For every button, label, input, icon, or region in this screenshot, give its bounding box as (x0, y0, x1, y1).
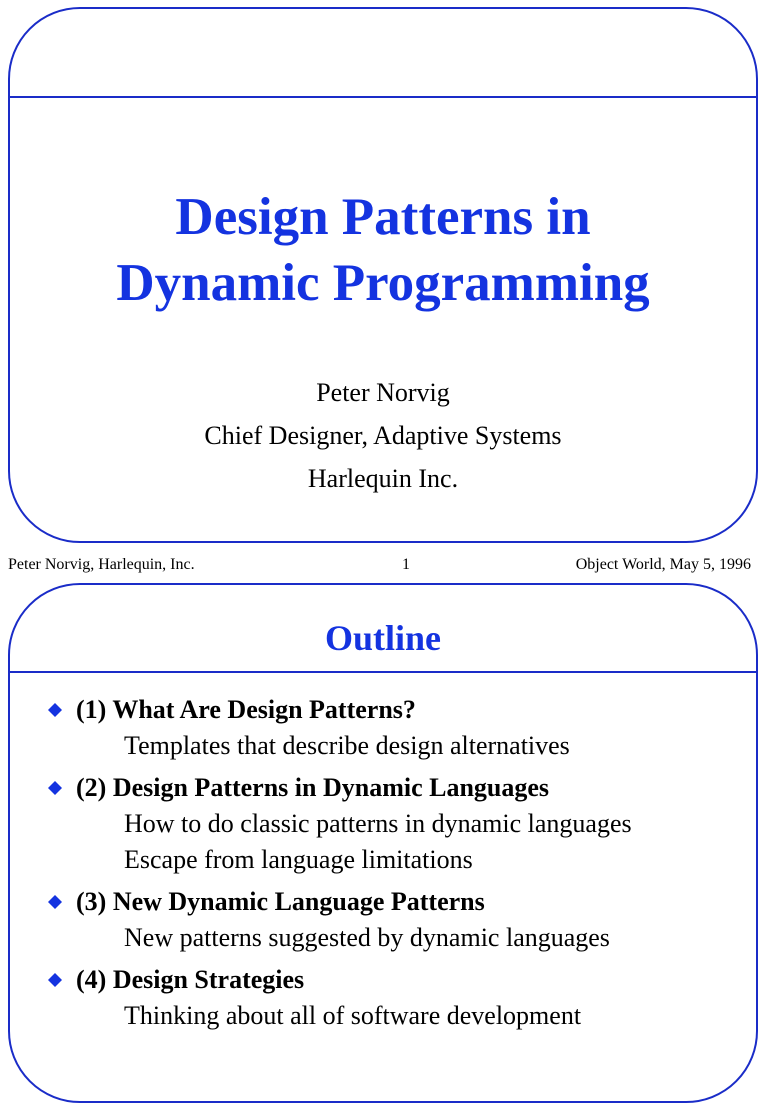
diamond-bullet-icon (45, 700, 65, 720)
outline-item-sub: Escape from language limitations (124, 845, 473, 874)
outline-heading: Outline (324, 618, 441, 658)
outline-item-sub: Thinking about all of software development (124, 1001, 582, 1030)
outline-slide (8, 583, 758, 1103)
title-line-1: Design Patterns in (175, 188, 591, 246)
title-slide (8, 7, 758, 543)
outline-item-sub: Templates that describe design alternatives (124, 731, 570, 760)
slide-footer (0, 555, 768, 575)
author-company: Harlequin Inc. (307, 464, 459, 493)
outline-item-sub: New patterns suggested by dynamic languages (124, 923, 610, 952)
author-block (10, 371, 756, 500)
author-role: Chief Designer, Adaptive Systems (204, 421, 562, 450)
outline-item-head: (2) Design Patterns in Dynamic Languages (76, 773, 550, 802)
page-number: 1 (402, 556, 410, 573)
outline-item-head: (4) Design Strategies (76, 965, 305, 994)
diamond-bullet-icon (45, 778, 65, 798)
outline-item-sub: How to do classic patterns in dynamic languages (124, 809, 632, 838)
outline-item-head: (1) What Are Design Patterns? (76, 695, 416, 724)
diamond-bullet-icon (45, 892, 65, 912)
author-name: Peter Norvig (316, 378, 450, 407)
title-line-2: Dynamic Programming (116, 254, 650, 312)
header-divider (10, 96, 756, 98)
slide-title (10, 184, 756, 316)
footer-event: Object World, May 5, 1996 (575, 556, 751, 573)
diamond-bullet-icon (45, 970, 65, 990)
header-divider (10, 671, 756, 673)
outline-item-head: (3) New Dynamic Language Patterns (76, 887, 485, 916)
footer-author: Peter Norvig, Harlequin, Inc. (8, 556, 195, 573)
